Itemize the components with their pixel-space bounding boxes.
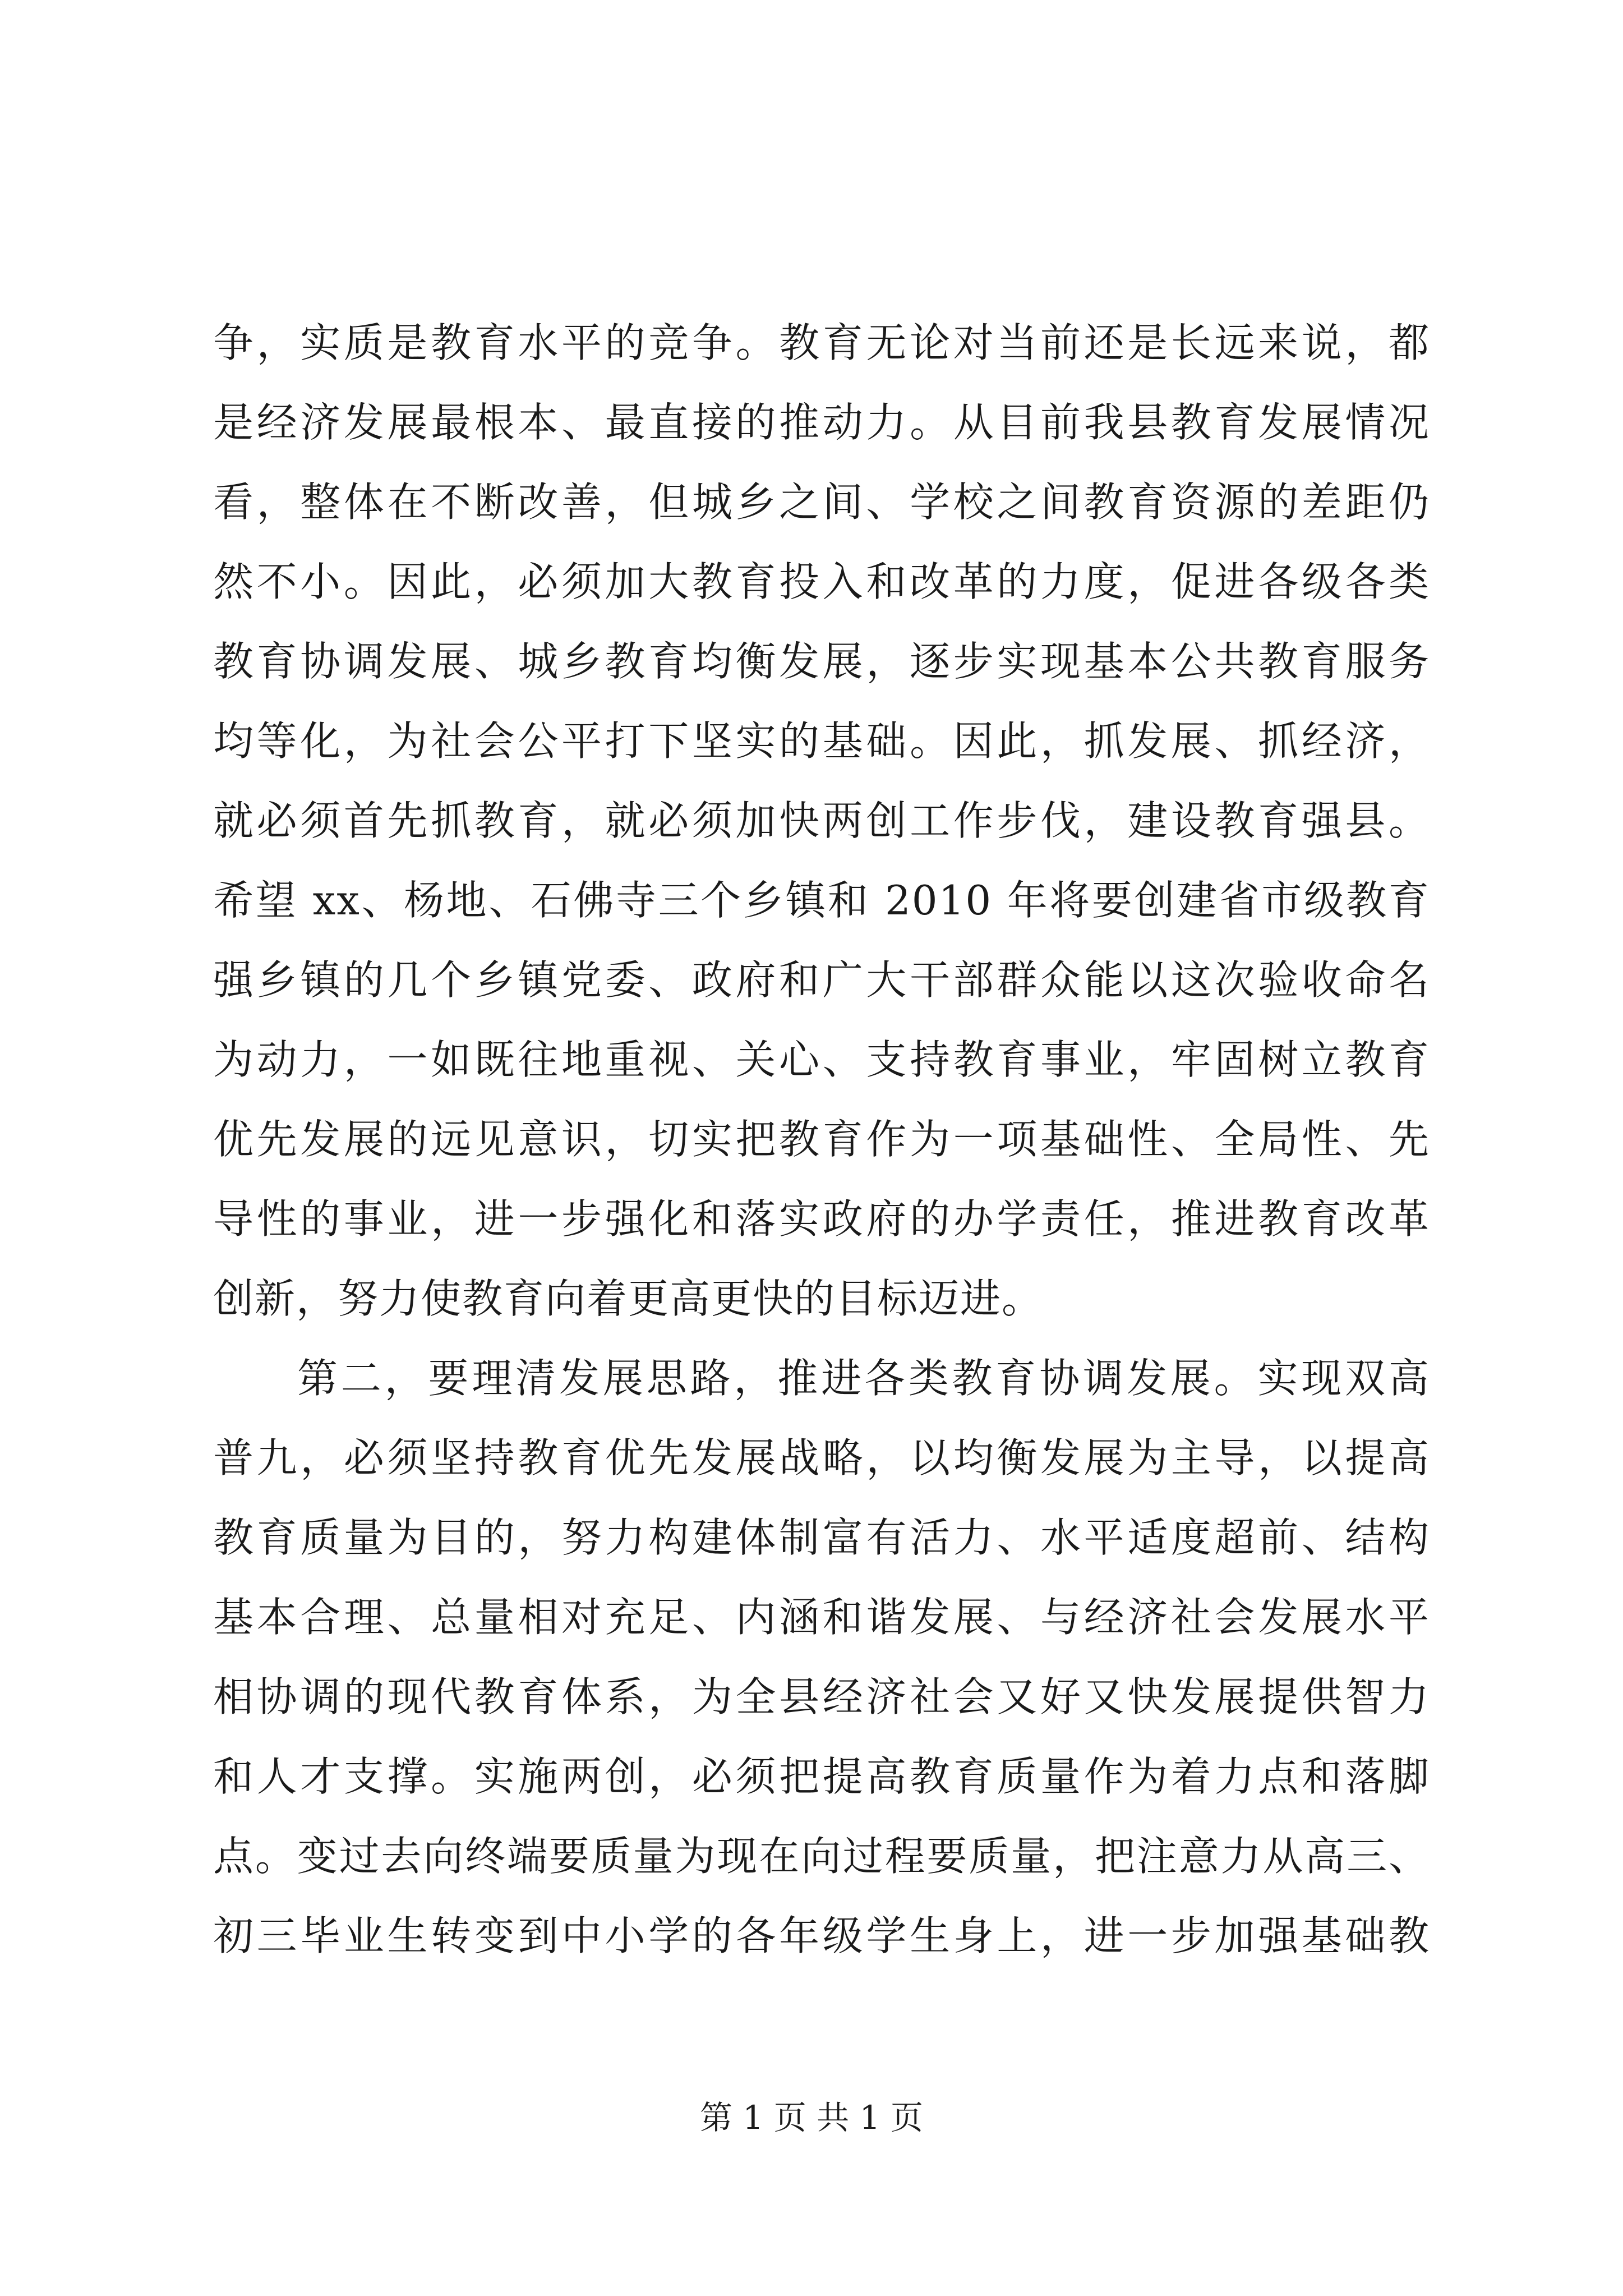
text-line: 强乡镇的几个乡镇党委、政府和广大干部群众能以这次验收命名 — [213, 956, 1430, 1004]
text-line: 教育协调发展、城乡教育均衡发展，逐步实现基本公共教育服务 — [213, 638, 1430, 685]
text-line: 导性的事业，进一步强化和落实政府的办学责任，推进教育改革 — [213, 1195, 1430, 1243]
text-line: 是经济发展最根本、最直接的推动力。从目前我县教育发展情况 — [213, 399, 1430, 446]
body-text — [213, 303, 1430, 1976]
text-line: 就必须首先抓教育，就必须加快两创工作步伐，建设教育强县。 — [213, 797, 1430, 844]
text-line: 普九，必须坚持教育优先发展战略，以均衡发展为主导，以提高 — [213, 1434, 1430, 1481]
text-line: 相协调的现代教育体系，为全县经济社会又好又快发展提供智力 — [213, 1673, 1430, 1720]
paragraph-start-line: 第二，要理清发展思路，推进各类教育协调发展。实现双高 — [297, 1355, 1430, 1402]
text-line: 均等化，为社会公平打下坚实的基础。因此，抓发展、抓经济， — [213, 717, 1430, 765]
text-line: 初三毕业生转变到中小学的各年级学生身上，进一步加强基础教 — [213, 1912, 1430, 1959]
text-line: 基本合理、总量相对充足、内涵和谐发展、与经济社会发展水平 — [213, 1594, 1430, 1641]
page-number-footer: 第 1 页 共 1 页 — [700, 2099, 923, 2137]
text-line: 争，实质是教育水平的竞争。教育无论对当前还是长远来说，都 — [213, 319, 1430, 366]
text-line: 教育质量为目的，努力构建体制富有活力、水平适度超前、结构 — [213, 1514, 1430, 1561]
text-line: 希望 xx、杨地、石佛寺三个乡镇和 2010 年将要创建省市级教育 — [213, 877, 1430, 924]
text-line: 为动力，一如既往地重视、关心、支持教育事业，牢固树立教育 — [213, 1036, 1430, 1083]
text-line: 点。变过去向终端要质量为现在向过程要质量，把注意力从高三、 — [213, 1833, 1430, 1880]
paragraph-end-line: 创新，努力使教育向着更高更快的目标迈进。 — [213, 1275, 1044, 1322]
text-line: 看，整体在不断改善，但城乡之间、学校之间教育资源的差距仍 — [213, 478, 1430, 526]
text-line: 优先发展的远见意识，切实把教育作为一项基础性、全局性、先 — [213, 1116, 1430, 1163]
text-line: 然不小。因此，必须加大教育投入和改革的力度，促进各级各类 — [213, 558, 1430, 605]
text-line: 和人才支撑。实施两创，必须把提高教育质量作为着力点和落脚 — [213, 1753, 1430, 1800]
